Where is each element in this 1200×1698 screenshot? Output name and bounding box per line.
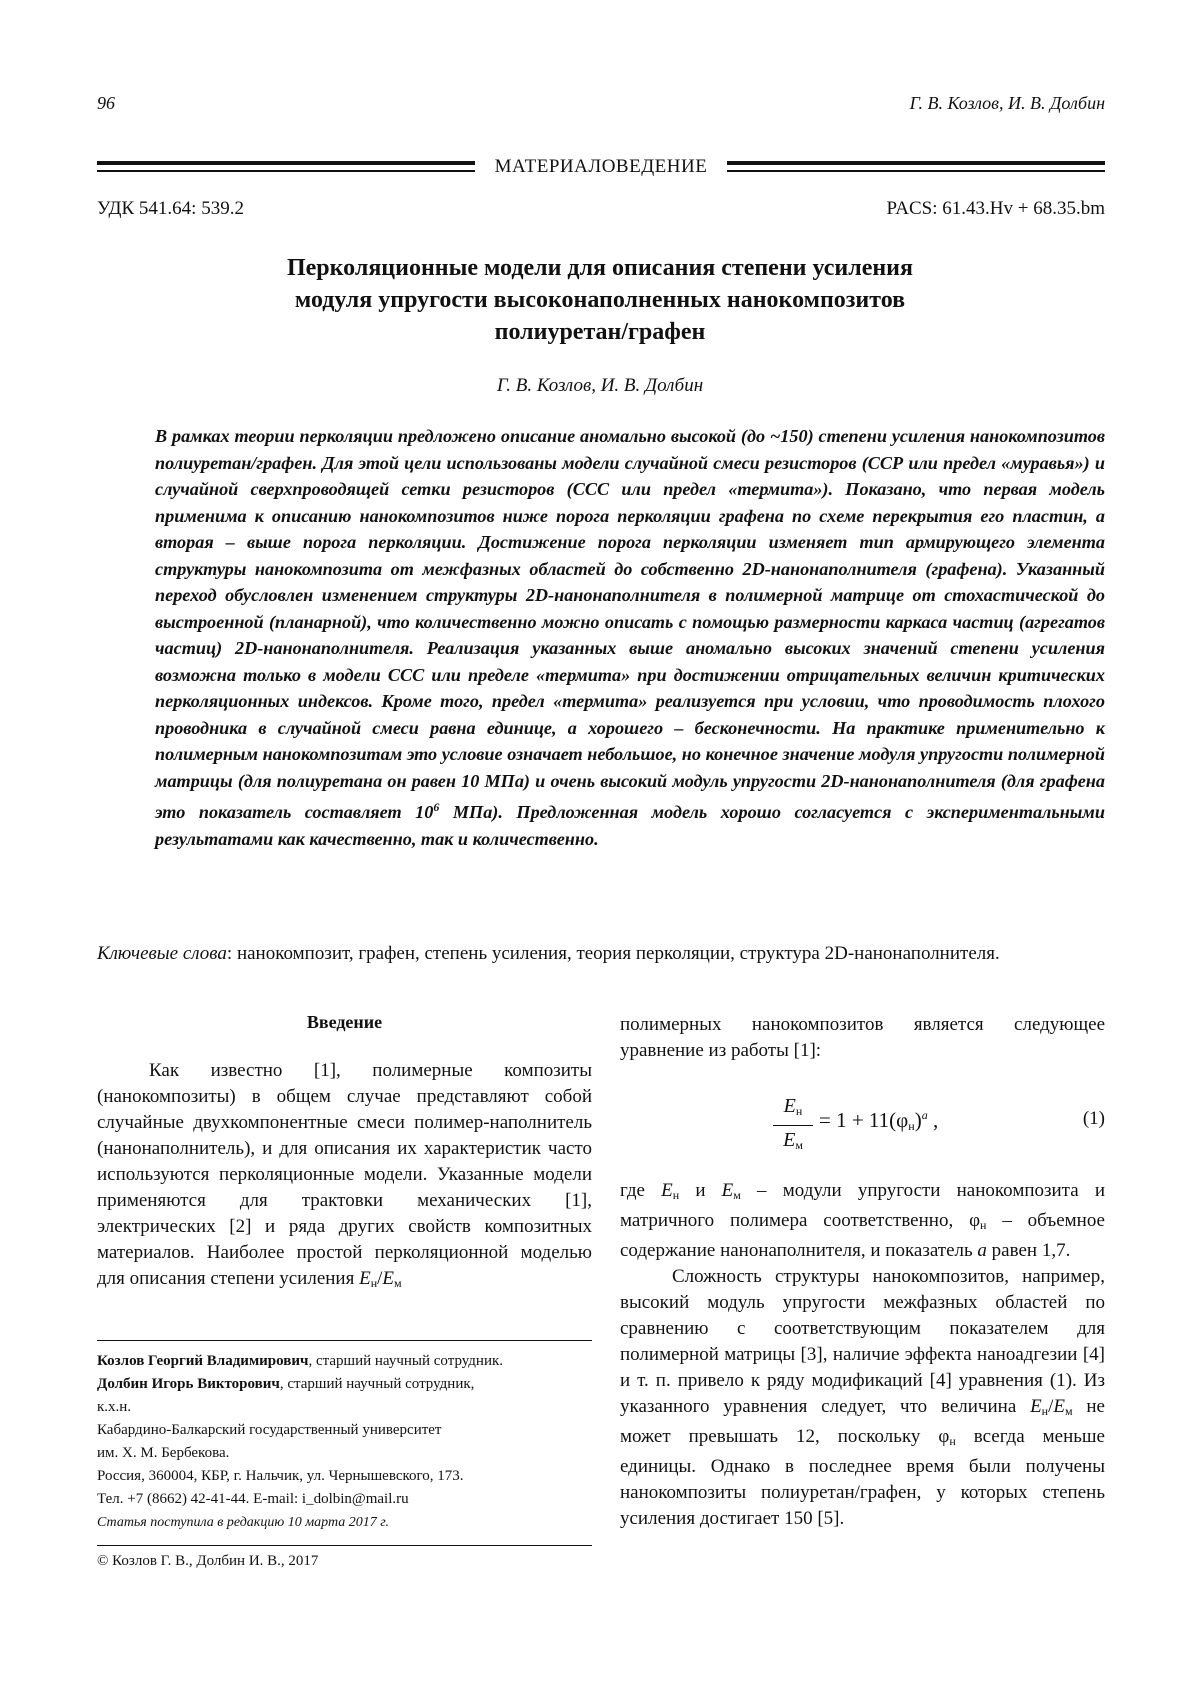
- abstract-text: МПа). Предложенная модель хорошо согласуется с экспериментальными результатами как качественно, так и количественно.: [155, 802, 1105, 849]
- fraction-numerator: [773, 1092, 813, 1125]
- text: равен 1,7.: [986, 1240, 1071, 1261]
- equation-rhs: [819, 1108, 938, 1134]
- author-role: , старший научный сотрудник.: [308, 1353, 504, 1369]
- var-E: E: [1053, 1396, 1065, 1417]
- var-E: E: [721, 1180, 734, 1201]
- var-a: a: [921, 1108, 928, 1122]
- abstract-exponent: 6: [433, 800, 440, 814]
- affiliation: им. Х. М. Бербекова.: [97, 1445, 230, 1461]
- udk-code: УДК 541.64: 539.2: [97, 198, 244, 219]
- var-E: E: [783, 1095, 796, 1117]
- slash: /: [1048, 1396, 1054, 1417]
- section-rule-right: [727, 161, 1105, 172]
- received-date: Статья поступила в редакцию 10 марта 2017 г.: [97, 1515, 390, 1530]
- equation-1: [620, 1092, 1105, 1158]
- subscript: н: [949, 1434, 956, 1448]
- address: Россия, 360004, КБР, г. Нальчик, ул. Чернышевского, 173.: [97, 1468, 464, 1484]
- text: – модули упругости нанокомпозита и матричного полимера соответственно, φ: [620, 1180, 1105, 1231]
- text: всегда меньше единицы. Однако в последнее время были получены нанокомпозиты полиуретан/графен, у которых степень усиления достигает 150 [5].: [620, 1426, 1105, 1529]
- author-kozlov: [97, 1350, 592, 1373]
- page-number: 96: [97, 93, 115, 113]
- keywords-label: Ключевые слова: [97, 943, 227, 964]
- subscript: м: [795, 1138, 803, 1152]
- keywords: [97, 940, 1105, 967]
- section-heading-introduction: Введение: [306, 1012, 383, 1032]
- subscript: н: [795, 1104, 803, 1118]
- var-E: E: [783, 1129, 796, 1151]
- var-E: E: [382, 1268, 395, 1289]
- slash: /: [377, 1268, 383, 1289]
- equation-fraction: [773, 1092, 813, 1159]
- copyright: © Козлов Г. В., Долбин И. В., 2017: [97, 1553, 319, 1569]
- pacs-code: PACS: 61.43.Hv + 68.35.bm: [886, 198, 1105, 219]
- left-column: [97, 1058, 592, 1296]
- author-role: , старший научный сотрудник,: [279, 1376, 475, 1392]
- title-line: Перколяционные модели для описания степени усиления: [286, 255, 913, 281]
- intro-continuation: полимерных нанокомпозитов является следующее уравнение из работы [1]:: [620, 1014, 1105, 1061]
- section-rule-left: [97, 161, 475, 172]
- subscript: м: [1064, 1404, 1073, 1418]
- subscript: м: [394, 1276, 402, 1290]
- copyright-separator: [97, 1545, 592, 1546]
- subscript: н: [908, 1119, 915, 1133]
- running-header-authors: Г. В. Козлов, И. В. Долбин: [909, 93, 1105, 113]
- abstract: [155, 423, 1105, 852]
- text: и: [679, 1180, 722, 1201]
- where-paragraph: [620, 1178, 1105, 1264]
- subscript: н: [370, 1276, 378, 1290]
- subscript: н: [1041, 1404, 1049, 1418]
- equation-text: ,: [927, 1108, 939, 1132]
- var-E: E: [661, 1180, 673, 1201]
- title-line: полиуретан/графен: [494, 319, 706, 345]
- fraction-denominator: [773, 1125, 813, 1159]
- equation-text: = 1 + 11(φ: [819, 1108, 909, 1132]
- right-column-body: [620, 1178, 1105, 1532]
- text: Сложность структуры нанокомпозитов, например, высокий модуль упругости межфазных областей по сравнению с соответствующим показателем для полимерной матрицы [3], наличие эффекта наноадгезии [4] и т. п. привело к ряду модификаций [4] уравнения (1). Из указанного уравнения следует, что величина: [620, 1266, 1105, 1417]
- var-E: E: [1030, 1396, 1042, 1417]
- author-name: Козлов Георгий Владимирович: [97, 1353, 309, 1369]
- author-info: [97, 1350, 592, 1511]
- subscript: н: [980, 1218, 987, 1232]
- equation-number: (1): [1082, 1108, 1105, 1129]
- section-title: МАТЕРИАЛОВЕДЕНИЕ: [494, 156, 708, 177]
- contacts: Тел. +7 (8662) 42-41-44. E-mail: i_dolbin@mail.ru: [97, 1491, 409, 1507]
- intro-paragraph: Как известно [1], полимерные композиты (нанокомпозиты) в общем случае представляют собой случайные двухкомпонентные смеси полимер-наполнитель (нанонаполнитель), и для описания их характеристик часто используются перколяционные модели. Указанные модели применяются для трактовки механических [1], электрических [2] и ряда других свойств композитных материалов. Наиболее простой перколяционной моделью для описания степени усиления: [97, 1060, 592, 1289]
- keywords-text: : нанокомпозит, графен, степень усиления, теория перколяции, структура 2D-нанонаполнителя.: [226, 943, 1000, 964]
- text: не может превышать 12, поскольку φ: [620, 1396, 1105, 1447]
- affiliation: Кабардино-Балкарский государственный университет: [97, 1422, 442, 1438]
- text: где: [620, 1180, 662, 1201]
- var-E: E: [359, 1268, 371, 1289]
- abstract-text: В рамках теории перколяции предложено описание аномально высокой (до ~150) степени усиления нанокомпозитов полиуретан/графен. Для этой цели использованы модели случайной смеси резисторов (ССР или предел «муравья») и случайной сверхпроводящей сетки резисторов (ССС или предел «термита»). Показано, что первая модель применима к описанию нанокомпозитов ниже порога перколяции графена по схеме перекрытия его пластин, а вторая – выше порога перколяции. Достижение порога перколяции изменяет тип армирующего элемента структуры нанокомпозита от межфазных областей до собственно 2D-нанонаполнителя (графена). Указанный переход обусловлен изменением структуры 2D-нанонаполнителя в полимерной матрице от стохастической до выстроенной (планарной), что количественно можно описать с помощью размерности каркаса частиц (агрегатов частиц) 2D-нанонаполнителя. Реализация указанных выше аномально высоких значений степени усиления возможна только в модели ССС или пределе «термита» при достижении отрицательных величин критических перколяционных индексов. Кроме того, предел «термита» реализуется при условии, что проводимость плохого проводника в случайной смеси равна единице, а хорошего – бесконечности. На практике применительно к полимерным нанокомпозитам это условие означает небольшое, но конечное значение модуля упругости полимерной матрицы (для полиуретана он равен 10 МПа) и очень высокий модуль упругости 2D-нанонаполнителя (для графена это показатель составляет 10: [155, 426, 1105, 823]
- paper-authors: Г. В. Козлов, И. В. Долбин: [496, 375, 704, 396]
- subscript: м: [733, 1188, 741, 1202]
- body-paragraph: [620, 1264, 1105, 1532]
- author-name: Долбин Игорь Викторович: [97, 1376, 280, 1392]
- var-a: a: [977, 1240, 987, 1261]
- author-dolbin: [97, 1373, 592, 1396]
- text: – объемное содержание нанонаполнителя, и показатель: [620, 1210, 1105, 1261]
- equation-text: ): [914, 1108, 922, 1132]
- paper-title: [140, 252, 1060, 348]
- footnote-separator: [97, 1340, 592, 1341]
- subscript: н: [672, 1188, 680, 1202]
- author-degree: к.х.н.: [97, 1399, 132, 1415]
- right-column-continuation: [620, 1012, 1105, 1064]
- title-line: модуля упругости высоконаполненных нанокомпозитов: [294, 287, 906, 313]
